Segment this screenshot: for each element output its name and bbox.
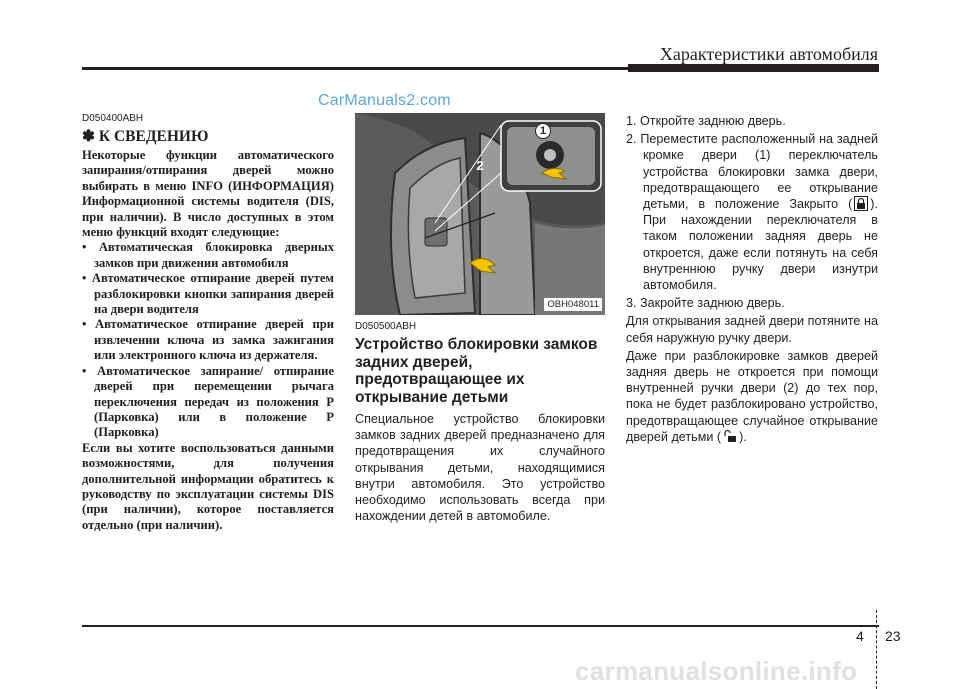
note-intro: Некоторые функции автоматического запирания/отпирания дверей можно выбирать в меню INFO (ИНФОРМАЦИЯ) Информационной системы водителя (DIS, при наличии). В число доступных в этом меню функций входят следующие: [82, 148, 334, 240]
list-item: • Автоматическое запирание/ отпирание дверей при перемещении рычага переключения передач из положения P (Парковка) или в положение P (Парковка) [82, 363, 334, 440]
door-figure [355, 113, 605, 315]
step-number: 2. [626, 132, 637, 147]
step-number: 1. [626, 114, 637, 128]
right-column [626, 113, 878, 447]
step-text: Закройте заднюю дверь. [640, 296, 785, 311]
step-text: Откройте заднюю дверь. [640, 114, 786, 128]
note-outro: Если вы хотите воспользоваться данными возможностями, для получения дополнительной информации обратитесь к руководству по эксплуатации системы DIS (при наличии), которое поставляется отдельно (при наличии). [82, 440, 334, 532]
steps-list [626, 113, 878, 311]
note-bullets [82, 240, 334, 440]
paragraph [626, 348, 878, 445]
door-illustration [355, 113, 605, 315]
middle-column [355, 321, 605, 524]
footer-rule [82, 625, 879, 627]
list-item [626, 295, 878, 311]
step-text: Переместите расположенный на задней кромке двери (1) переключатель устройства блокировки замка двери, предотвращающего ее открывание детьми, в положение Закрыто ( [640, 132, 878, 212]
lock-closed-icon [854, 196, 868, 211]
section-number: 4 [856, 628, 864, 644]
list-item [626, 131, 878, 293]
section-heading: Устройство блокировки замков задних дверей, предотвращающее их открывание детьми [355, 336, 598, 406]
list-item: • Автоматическое отпирание дверей при извлечении ключа из замка зажигания или электронного ключа из держателя. [82, 317, 334, 363]
list-item [626, 113, 878, 129]
callout-1: 1 [535, 123, 551, 139]
page-divider [876, 610, 877, 689]
note-heading: ✽ К СВЕДЕНИЮ [82, 128, 209, 145]
paragraph-text-end: ). [739, 429, 747, 444]
list-item: • Автоматическая блокировка дверных замков при движении автомобиля [82, 240, 334, 270]
watermark-bottom: carmanualsonline.info [575, 656, 858, 686]
section-body: Специальное устройство блокировки замков задних дверей предназначено для предотвращения их случайного открывания детьми, находящимися внутри автомобиля. Это устройство необходимо использовать всегда при нахождении детей в автомобиле. [355, 412, 605, 524]
page-number: 23 [885, 628, 901, 644]
section-code: D050500ABH [355, 321, 417, 332]
header-rule-accent [628, 64, 879, 72]
watermark-top: CarManuals2.com [318, 92, 451, 109]
step-number: 3. [626, 296, 637, 311]
step-text-cont: ). При нахождении переключателя в таком положении задняя дверь не откроется, даже если потянуть на себя внутреннюю ручку двери изнутри автомобиля. [643, 197, 878, 293]
figure-label: OBH048011 [544, 298, 602, 311]
paragraph-text: Даже при разблокировке замков дверей задняя дверь не откроется при помощи внутренней ручки двери (2) до тех пор, пока не будет разблокировано устройство, предотвращающее случайное открывание дверей детьми ( [626, 348, 878, 444]
lock-open-icon [723, 429, 737, 444]
left-column [82, 113, 334, 533]
callout-2: 2 [476, 158, 484, 173]
list-item: • Автоматическое отпирание дверей путем разблокировки кнопки запирания дверей на двери водителя [82, 271, 334, 317]
page-header-title: Характеристики автомобиля [659, 44, 878, 64]
paragraph: Для открывания задней двери потяните на себя наружную ручку двери. [626, 314, 878, 345]
section-code: D050400ABH [82, 113, 144, 124]
